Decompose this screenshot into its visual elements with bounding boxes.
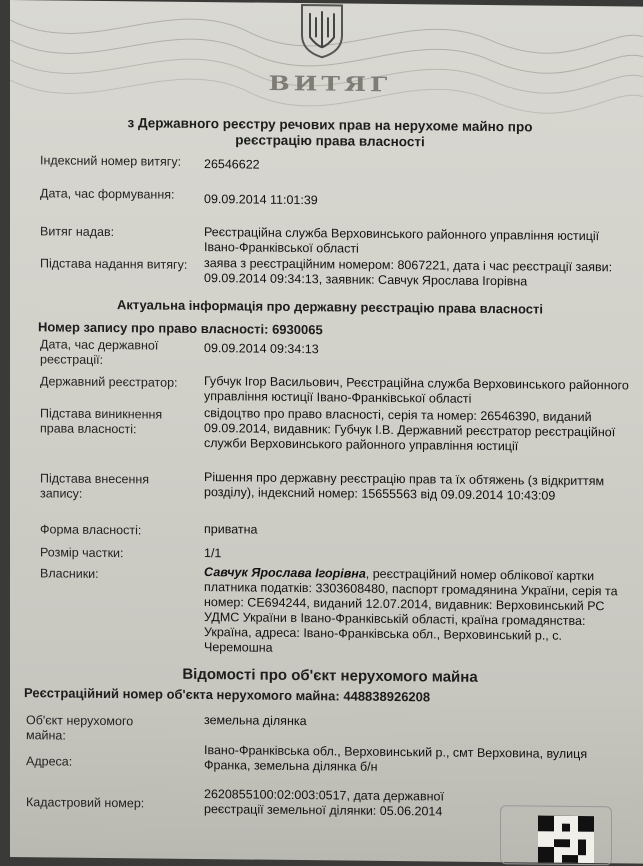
subtitle-line-2: реєстрацію права власності xyxy=(235,132,425,150)
value-cadastral-number: 2620855100:02:003:0517, дата державної реєстрації земельної ділянки: 05.06.2014 xyxy=(204,787,444,819)
label-issue-basis: Підстава надання витягу: xyxy=(40,256,188,272)
qr-code-icon xyxy=(538,816,594,864)
value-issued-by: Реєстраційна служба Верховинського районного управління юстиції Івано-Франківської області xyxy=(204,225,600,256)
value-registration-datetime: 09.09.2014 09:34:13 xyxy=(204,341,319,357)
label-cadastral-number: Кадастровий номер: xyxy=(26,795,145,811)
owner-details: , реєстраційний номер облікової картки платника податків: 3303608480, паспорт громадянина України, серія та номер: СЕ694244, виданий 12.07.2014, видавник: Верховинський РС УДМС України в Івано-Франківській області, країна громадянства: Україна, адреса: Івано-Франківська обл., Верховинський р., с. Черемошна xyxy=(204,566,618,655)
value-registrar: Губчук Ігор Васильович, Реєстраційна служба Верховинського районного управління юстиції Івано-Франківської області xyxy=(204,374,629,406)
label-extract-index: Індексний номер витягу: xyxy=(40,153,182,169)
value-object-type: земельна ділянка xyxy=(204,713,307,729)
value-issue-basis: заява з реєстраційним номером: 8067221, дата і час реєстрації заяви: 09.09.2014 09:34:13, заявник: Савчук Ярослава Ігорівна xyxy=(204,256,613,289)
label-owners: Власники: xyxy=(40,566,99,581)
value-address: Івано-Франківська обл., Верховинський р., смт Верховина, вулиця Франка, земельна ділянка б/н xyxy=(204,743,588,774)
object-reg-label: Реєстраційний номер об'єкта нерухомого майна: xyxy=(24,685,340,704)
label-formed-datetime: Дата, час формування: xyxy=(40,186,175,202)
label-share-size: Розмір частки: xyxy=(40,545,124,561)
owner-name: Савчук Ярослава Ігорівна xyxy=(204,565,366,581)
object-reg-line xyxy=(24,685,634,706)
value-share-size: 1/1 xyxy=(204,546,222,561)
value-record-basis: Рішення про державну реєстрацію прав та їх обтяжень (з відкриттям розділу), індексний номер: 15655563 від 09.09.2014 10:43:09 xyxy=(204,470,605,503)
document-title: ВИТЯГ xyxy=(268,71,392,97)
label-registrar: Державний реєстратор: xyxy=(40,374,178,390)
document-page xyxy=(10,0,643,864)
trident-emblem-icon xyxy=(292,3,352,59)
value-ownership-basis: свідоцтво про право власності, серія та номер: 26546390, виданий 09.09.2014, видавник: Губчук І.В. Державний реєстратор реєстраційної служби Верховинського районного управління юстиції xyxy=(204,406,616,454)
label-address: Адреса: xyxy=(26,754,73,769)
label-issued-by: Витяг надав: xyxy=(40,224,115,240)
value-formed-datetime: 09.09.2014 11:01:39 xyxy=(204,192,318,208)
label-registration-datetime: Дата, час державної реєстрації: xyxy=(40,337,159,367)
label-ownership-form: Форма власності: xyxy=(40,522,142,538)
label-object-type: Об'єкт нерухомого майна: xyxy=(26,713,134,743)
object-reg-value: 448838926208 xyxy=(343,688,431,705)
section-title-rights: Актуальна інформація про державну реєстрацію права власності xyxy=(116,297,544,317)
value-owners xyxy=(204,565,634,660)
value-extract-index: 26546622 xyxy=(204,157,260,172)
section-title-object: Відомості про об'єкт нерухомого майна xyxy=(182,665,478,686)
label-record-basis: Підстава внесення запису: xyxy=(40,471,150,501)
label-ownership-basis: Підстава виникнення права власності: xyxy=(40,406,163,437)
value-ownership-form: приватна xyxy=(204,522,258,537)
subtitle-line-1: з Державного реєстру речових прав на нерухоме майно про xyxy=(127,115,533,135)
record-number-value: 6930065 xyxy=(272,321,323,338)
record-number-label: Номер запису про право власності: xyxy=(38,319,269,337)
